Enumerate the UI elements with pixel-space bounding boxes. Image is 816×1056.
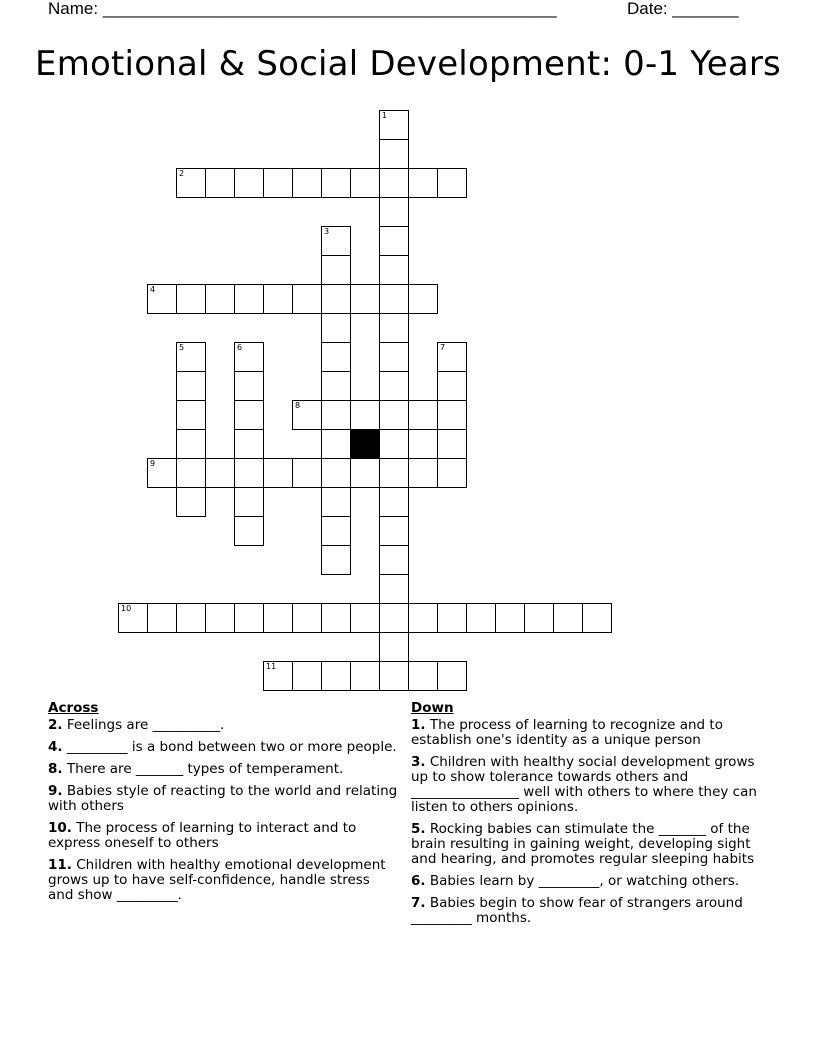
down-clues bbox=[411, 701, 771, 933]
grid-cell[interactable] bbox=[379, 110, 409, 140]
grid-cell[interactable] bbox=[437, 400, 467, 430]
grid-cell[interactable] bbox=[321, 603, 351, 633]
grid-cell[interactable] bbox=[350, 603, 380, 633]
grid-cell[interactable] bbox=[379, 226, 409, 256]
grid-cell[interactable] bbox=[234, 400, 264, 430]
grid-cell[interactable] bbox=[524, 603, 554, 633]
grid-cell[interactable] bbox=[205, 284, 235, 314]
grid-cell[interactable] bbox=[350, 168, 380, 198]
down-heading: Down bbox=[411, 700, 454, 716]
grid-cell[interactable] bbox=[234, 168, 264, 198]
grid-cell[interactable] bbox=[437, 429, 467, 459]
clue-across-11: 11. Children with healthy emotional development grows up to have self-confidence, handle stress and show _________. bbox=[48, 857, 386, 903]
grid-cell[interactable] bbox=[379, 429, 409, 459]
grid-cell[interactable] bbox=[408, 284, 438, 314]
grid-cell[interactable] bbox=[321, 487, 351, 517]
grid-cell[interactable] bbox=[379, 400, 409, 430]
grid-cell[interactable] bbox=[379, 313, 409, 343]
clue-number: 5 bbox=[179, 343, 185, 352]
grid-cell[interactable] bbox=[437, 342, 467, 372]
grid-cell[interactable] bbox=[321, 226, 351, 256]
clue-across-4: 4. _________ is a bond between two or more people. bbox=[48, 739, 397, 755]
grid-cell[interactable] bbox=[350, 284, 380, 314]
clue-number: 11 bbox=[266, 662, 277, 671]
grid-cell[interactable] bbox=[379, 255, 409, 285]
grid-cell[interactable] bbox=[147, 603, 177, 633]
grid-cell[interactable] bbox=[205, 603, 235, 633]
grid-cell[interactable] bbox=[234, 342, 264, 372]
grid-cell[interactable] bbox=[147, 458, 177, 488]
grid-cell[interactable] bbox=[379, 284, 409, 314]
grid-cell[interactable] bbox=[437, 661, 467, 691]
grid-cell[interactable] bbox=[408, 661, 438, 691]
clue-down-1: 1. The process of learning to recognize and to establish one's identity as a unique person bbox=[411, 717, 723, 748]
puzzle-title: Emotional & Social Development: 0-1 Years bbox=[35, 44, 781, 84]
grid-cell[interactable] bbox=[147, 284, 177, 314]
clue-number: 2 bbox=[179, 169, 185, 178]
grid-cell[interactable] bbox=[321, 458, 351, 488]
clue-number: 3 bbox=[324, 227, 330, 236]
clue-number: 7 bbox=[440, 343, 446, 352]
grid-cell[interactable] bbox=[176, 487, 206, 517]
clue-number: 9 bbox=[150, 459, 156, 468]
grid-cell[interactable] bbox=[205, 458, 235, 488]
grid-cell[interactable] bbox=[176, 429, 206, 459]
black-square bbox=[350, 429, 380, 459]
grid-cell[interactable] bbox=[118, 603, 148, 633]
grid-cell[interactable] bbox=[176, 168, 206, 198]
grid-cell[interactable] bbox=[379, 139, 409, 169]
grid-cell[interactable] bbox=[350, 458, 380, 488]
grid-cell[interactable] bbox=[379, 487, 409, 517]
grid-cell[interactable] bbox=[263, 168, 293, 198]
clue-down-3: 3. Children with healthy social development grows up to show tolerance towards others and ________________ well with others to where they can listen to others opinions. bbox=[411, 754, 757, 815]
clue-down-6: 6. Babies learn by _________, or watching others. bbox=[411, 873, 740, 889]
clue-number: 1 bbox=[382, 111, 388, 120]
grid-cell[interactable] bbox=[263, 661, 293, 691]
grid-cell[interactable] bbox=[408, 603, 438, 633]
grid-cell[interactable] bbox=[176, 603, 206, 633]
grid-cell[interactable] bbox=[176, 400, 206, 430]
date-line[interactable]: _______ bbox=[672, 0, 739, 18]
grid-cell[interactable] bbox=[176, 284, 206, 314]
grid-cell[interactable] bbox=[379, 574, 409, 604]
grid-cell[interactable] bbox=[205, 168, 235, 198]
clue-number: 4 bbox=[150, 285, 156, 294]
clue-down-7: 7. Babies begin to show fear of strangers around _________ months. bbox=[411, 895, 743, 926]
date-label: Date: bbox=[627, 0, 668, 18]
grid-cell[interactable] bbox=[292, 400, 322, 430]
clue-across-8: 8. There are _______ types of temperament. bbox=[48, 761, 344, 777]
grid-cell[interactable] bbox=[408, 458, 438, 488]
grid-cell[interactable] bbox=[379, 661, 409, 691]
grid-cell[interactable] bbox=[408, 168, 438, 198]
clue-number: 10 bbox=[121, 604, 132, 613]
grid-cell[interactable] bbox=[321, 429, 351, 459]
grid-cell[interactable] bbox=[292, 603, 322, 633]
clue-down-5: 5. Rocking babies can stimulate the _______ of the brain resulting in gaining weight, developing sight and hearing, and promotes regular sleeping habits bbox=[411, 821, 755, 867]
grid-cell[interactable] bbox=[234, 458, 264, 488]
grid-cell[interactable] bbox=[234, 429, 264, 459]
grid-cell[interactable] bbox=[321, 313, 351, 343]
grid-cell[interactable] bbox=[437, 603, 467, 633]
clue-number: 8 bbox=[295, 401, 301, 410]
grid-cell[interactable] bbox=[379, 197, 409, 227]
grid-cell[interactable] bbox=[495, 603, 525, 633]
grid-cell[interactable] bbox=[379, 168, 409, 198]
grid-cell[interactable] bbox=[234, 284, 264, 314]
clue-across-2: 2. Feelings are __________. bbox=[48, 717, 225, 733]
grid-cell[interactable] bbox=[379, 545, 409, 575]
grid-cell[interactable] bbox=[379, 458, 409, 488]
grid-cell[interactable] bbox=[350, 661, 380, 691]
grid-cell[interactable] bbox=[321, 545, 351, 575]
grid-cell[interactable] bbox=[437, 371, 467, 401]
grid-cell[interactable] bbox=[379, 371, 409, 401]
grid-cell[interactable] bbox=[263, 458, 293, 488]
across-clues bbox=[48, 701, 398, 910]
grid-cell[interactable] bbox=[379, 516, 409, 546]
grid-cell[interactable] bbox=[292, 284, 322, 314]
grid-cell[interactable] bbox=[234, 371, 264, 401]
grid-cell[interactable] bbox=[466, 603, 496, 633]
grid-cell[interactable] bbox=[321, 284, 351, 314]
grid-cell[interactable] bbox=[321, 371, 351, 401]
grid-cell[interactable] bbox=[292, 168, 322, 198]
across-heading: Across bbox=[48, 700, 99, 716]
grid-cell[interactable] bbox=[379, 342, 409, 372]
name-line[interactable]: ________________________________________________ bbox=[102, 0, 557, 18]
grid-cell[interactable] bbox=[350, 400, 380, 430]
grid-cell[interactable] bbox=[321, 342, 351, 372]
clue-across-10: 10. The process of learning to interact and to express oneself to others bbox=[48, 820, 357, 851]
grid-cell[interactable] bbox=[379, 632, 409, 662]
grid-cell[interactable] bbox=[553, 603, 583, 633]
grid-cell[interactable] bbox=[292, 661, 322, 691]
grid-cell[interactable] bbox=[263, 603, 293, 633]
grid-cell[interactable] bbox=[292, 458, 322, 488]
grid-cell[interactable] bbox=[582, 603, 612, 633]
grid-cell[interactable] bbox=[263, 284, 293, 314]
grid-cell[interactable] bbox=[234, 603, 264, 633]
clue-number: 6 bbox=[237, 343, 243, 352]
grid-cell[interactable] bbox=[321, 516, 351, 546]
grid-cell[interactable] bbox=[234, 516, 264, 546]
grid-cell[interactable] bbox=[437, 168, 467, 198]
grid-cell[interactable] bbox=[408, 400, 438, 430]
grid-cell[interactable] bbox=[321, 400, 351, 430]
grid-cell[interactable] bbox=[379, 603, 409, 633]
grid-cell[interactable] bbox=[437, 458, 467, 488]
grid-cell[interactable] bbox=[321, 661, 351, 691]
grid-cell[interactable] bbox=[321, 255, 351, 285]
grid-cell[interactable] bbox=[176, 342, 206, 372]
grid-cell[interactable] bbox=[321, 168, 351, 198]
clue-across-9: 9. Babies style of reacting to the world and relating with others bbox=[48, 783, 398, 814]
name-label: Name: bbox=[48, 0, 99, 18]
grid-cell[interactable] bbox=[234, 487, 264, 517]
grid-cell[interactable] bbox=[176, 371, 206, 401]
grid-cell[interactable] bbox=[176, 458, 206, 488]
